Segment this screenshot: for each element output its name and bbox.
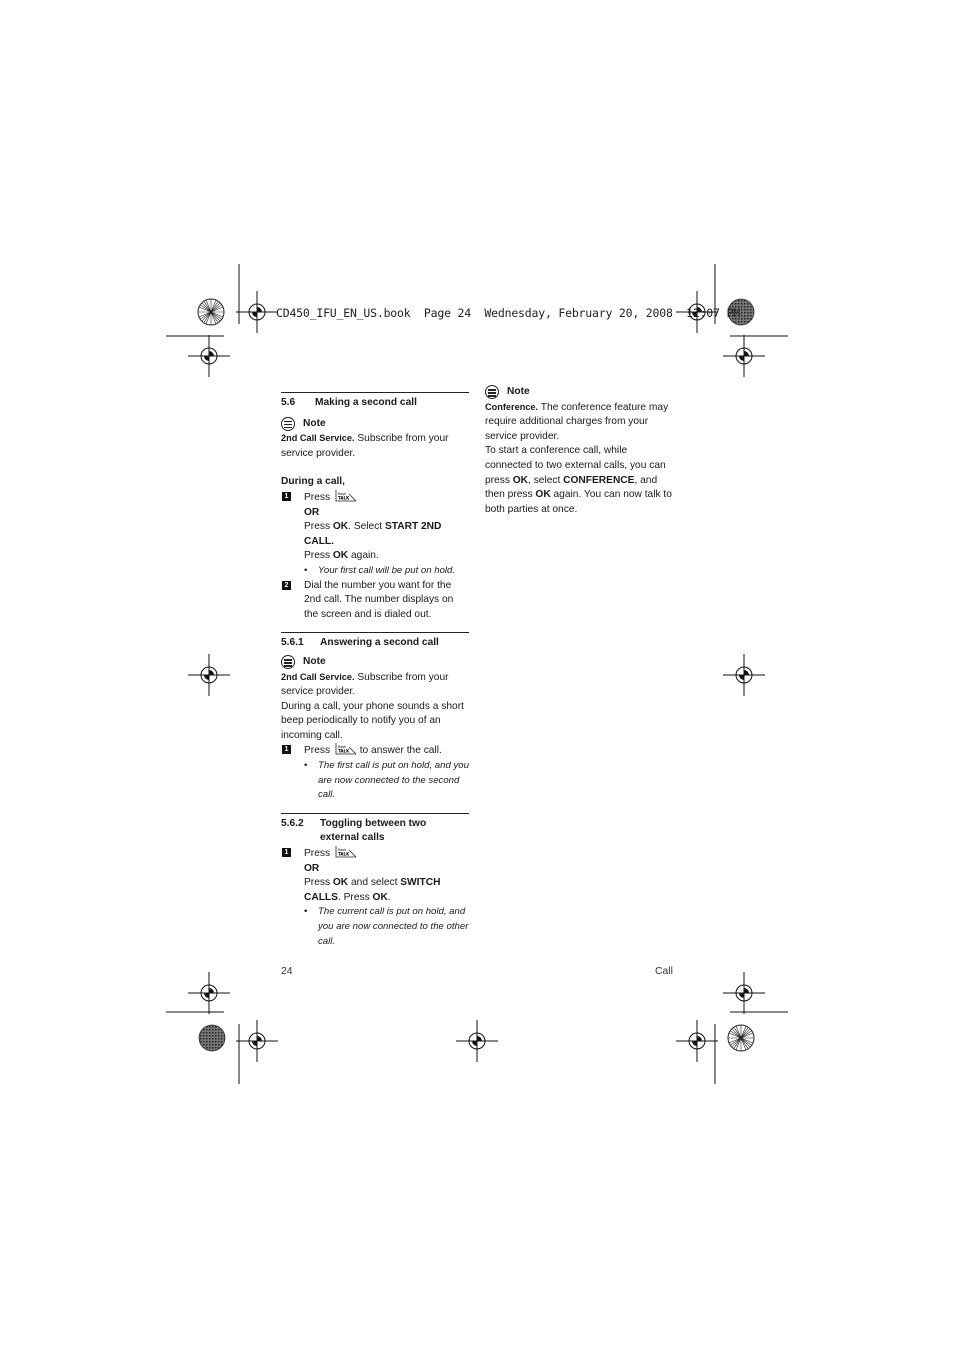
paragraph: During a call, your phone sounds a short beep periodically to notify you of an incoming call. [281, 700, 464, 741]
note-heading: Note [485, 385, 675, 400]
section-rule [281, 632, 469, 633]
note-heading: Note [281, 655, 469, 670]
talk-key-icon [335, 743, 357, 755]
svg-text:TALK: TALK [337, 748, 350, 754]
conference-paragraph: To start a conference call, while connected to two external calls, you can press OK, select CONFERENCE, and then press OK again. You can now talk to both parties at once. [485, 445, 672, 515]
talk-key-icon [335, 490, 357, 502]
result-bullet: • The first call is put on hold, and you are now connected to the second call. [304, 759, 469, 803]
note-heading: Note [281, 417, 469, 432]
section-heading-5-6-2: 5.6.2 Toggling between two external calls [281, 817, 427, 844]
section-heading-5-6-1: 5.6.1 Answering a second call [281, 637, 439, 649]
right-column [485, 385, 675, 517]
step-1-toggle: 1 Press flash TALK OR Press OK and select SWITCH CALLS. Press OK. • The current call is put on hold, and you are now connected to the other call. [281, 846, 469, 949]
svg-text:TALK: TALK [337, 851, 350, 857]
note-icon [281, 655, 295, 669]
print-header: CD450_IFU_EN_US.book Page 24 Wednesday, February 20, 2008 12:07 PM [276, 306, 740, 320]
note-icon [281, 417, 295, 431]
note-text: Conference. The conference feature may require additional charges from your service provider. [485, 401, 669, 442]
page-number: 24 [281, 966, 293, 977]
step-number: 1 [282, 745, 291, 754]
section-heading-5-6: 5.6 Making a second call [281, 397, 417, 408]
result-bullet: • Your first call will be put on hold. [304, 564, 469, 579]
left-column [281, 392, 469, 949]
step-number: 2 [282, 581, 291, 590]
step-1: 1 Press flash TALK OR Press OK. Select START 2ND CALL. Press OK again. • Your first call will be put on hold. [281, 490, 469, 579]
svg-text:flash: flash [337, 491, 347, 496]
svg-text:flash: flash [337, 848, 347, 853]
note-text: 2nd Call Service. Subscribe from your service provider. [281, 671, 449, 698]
during-call-label: During a call, [281, 476, 345, 488]
step-number: 1 [282, 848, 291, 857]
step-number: 1 [282, 492, 291, 501]
note-text: 2nd Call Service. Subscribe from your service provider. [281, 433, 449, 459]
talk-key-icon [335, 846, 357, 858]
section-rule [281, 392, 469, 393]
step-1-answer: 1 Press flash TALK to answer the call. • The first call is put on hold, and you are now connected to the second call. [281, 743, 469, 802]
footer-section: Call [655, 966, 673, 977]
step-2: 2 Dial the number you want for the 2nd call. The number displays on the screen and is dialed out. [281, 579, 469, 623]
svg-text:flash: flash [337, 745, 347, 750]
svg-text:TALK: TALK [337, 495, 350, 501]
result-bullet: • The current call is put on hold, and you are now connected to the other call. [304, 905, 469, 949]
section-rule [281, 813, 469, 814]
note-icon [485, 385, 499, 399]
